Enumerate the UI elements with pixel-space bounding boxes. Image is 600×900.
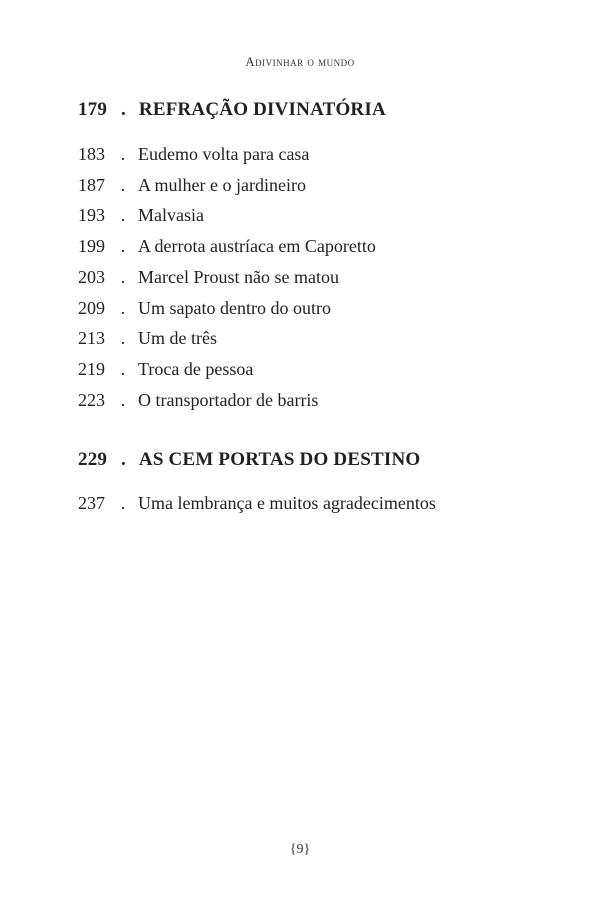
toc-entry-title: Uma lembrança e muitos agradecimentos xyxy=(138,493,436,513)
toc-page-number: 223 xyxy=(78,390,105,410)
toc-separator: . xyxy=(120,267,126,287)
toc-separator: . xyxy=(120,359,126,379)
toc-page-number: 199 xyxy=(78,236,105,256)
toc-separator: . xyxy=(120,328,126,348)
toc-separator: . xyxy=(120,449,126,470)
toc-page-number: 183 xyxy=(78,144,105,164)
toc-entry-title: Um de três xyxy=(138,328,217,348)
toc-entry xyxy=(78,358,253,380)
toc-entry xyxy=(78,204,204,226)
toc-section-heading xyxy=(78,99,386,121)
toc-page-number: 187 xyxy=(78,175,105,195)
toc-section-title: AS CEM PORTAS DO DESTINO xyxy=(138,449,421,470)
toc-entry xyxy=(78,327,217,349)
toc-entry xyxy=(78,235,376,257)
toc-page-number: 219 xyxy=(78,359,105,379)
toc-entry xyxy=(78,492,436,514)
page-number: {9} xyxy=(289,842,311,857)
toc-page-number: 229 xyxy=(78,449,108,470)
toc-section-heading xyxy=(78,449,420,471)
toc-page-number: 193 xyxy=(78,205,105,225)
toc-entry xyxy=(78,297,331,319)
toc-separator: . xyxy=(120,493,126,513)
toc-entry-title: A mulher e o jardineiro xyxy=(138,175,306,195)
toc-entry-title: Marcel Proust não se matou xyxy=(138,267,339,287)
toc-page-number: 203 xyxy=(78,267,105,287)
toc-separator: . xyxy=(120,236,126,256)
toc-entry-title: O transportador de barris xyxy=(138,390,319,410)
toc-page-number: 179 xyxy=(78,99,108,120)
toc-separator: . xyxy=(120,175,126,195)
toc-entry xyxy=(78,389,318,411)
toc-page-number: 237 xyxy=(78,493,105,513)
toc-page-number: 213 xyxy=(78,328,105,348)
toc-separator: . xyxy=(120,205,126,225)
toc-entry xyxy=(78,143,309,165)
toc-entry-title: Eudemo volta para casa xyxy=(138,144,310,164)
toc-entry-title: Malvasia xyxy=(138,205,204,225)
toc-entry-title: A derrota austríaca em Caporetto xyxy=(138,236,376,256)
toc-separator: . xyxy=(120,144,126,164)
toc-entry xyxy=(78,266,339,288)
toc-section-title: REFRAÇÃO DIVINATÓRIA xyxy=(138,99,386,120)
toc-separator: . xyxy=(120,298,126,318)
toc-entry xyxy=(78,174,306,196)
toc-page-number: 209 xyxy=(78,298,105,318)
running-header: Adivinhar o mundo xyxy=(245,54,355,69)
toc-separator: . xyxy=(120,390,126,410)
toc-separator: . xyxy=(120,99,126,120)
toc-entry-title: Um sapato dentro do outro xyxy=(138,298,331,318)
toc-entry-title: Troca de pessoa xyxy=(138,359,254,379)
